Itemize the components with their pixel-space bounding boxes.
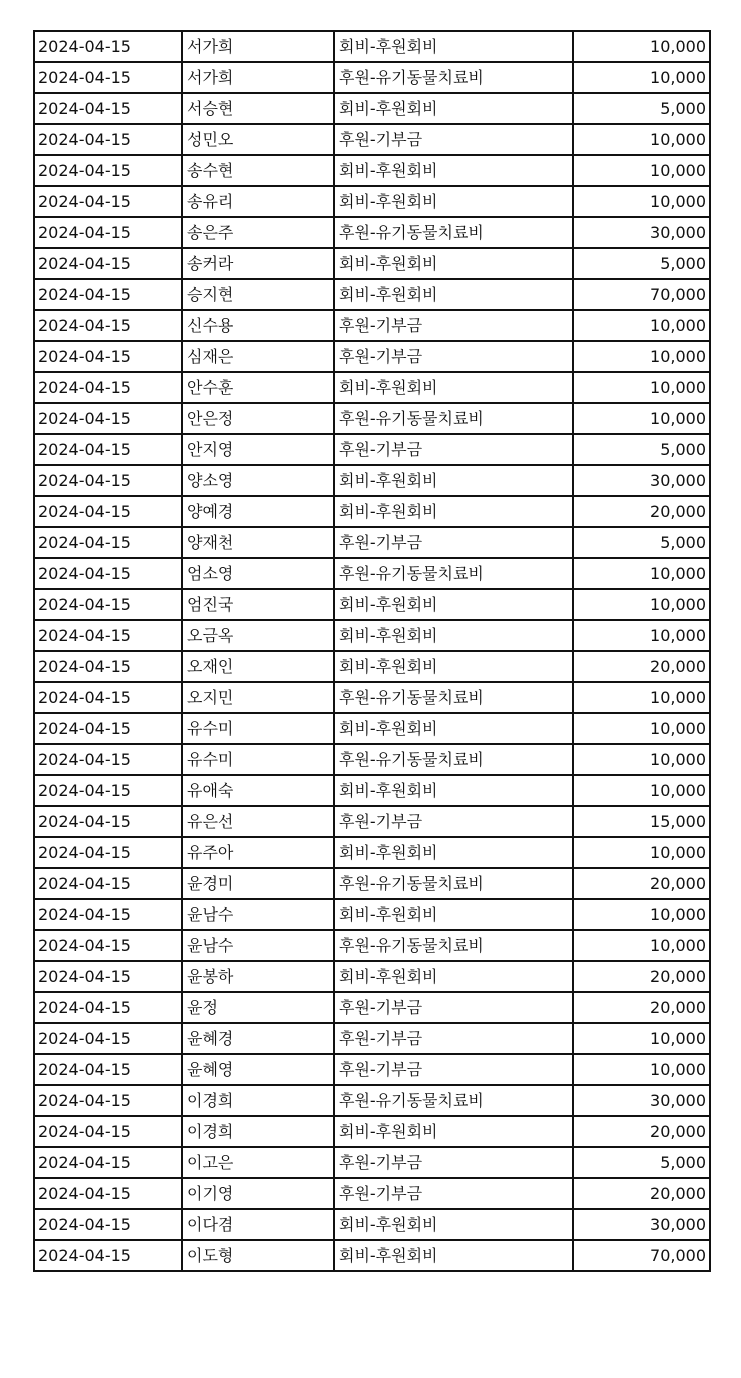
date-cell: 2024-04-15 (34, 1085, 182, 1116)
date-cell: 2024-04-15 (34, 899, 182, 930)
amount-cell: 10,000 (573, 682, 710, 713)
date-cell: 2024-04-15 (34, 961, 182, 992)
table-row (34, 62, 710, 93)
table-row (34, 620, 710, 651)
table-row (34, 155, 710, 186)
date-cell: 2024-04-15 (34, 465, 182, 496)
amount-cell: 70,000 (573, 1240, 710, 1271)
date-cell: 2024-04-15 (34, 1209, 182, 1240)
table-row (34, 899, 710, 930)
name-cell: 승지현 (182, 279, 334, 310)
amount-cell: 20,000 (573, 992, 710, 1023)
category-cell: 후원-유기동물치료비 (334, 217, 573, 248)
date-cell: 2024-04-15 (34, 155, 182, 186)
category-cell: 회비-후원회비 (334, 1240, 573, 1271)
table-row (34, 961, 710, 992)
name-cell: 신수용 (182, 310, 334, 341)
table-row (34, 124, 710, 155)
table-row (34, 1178, 710, 1209)
name-cell: 윤봉하 (182, 961, 334, 992)
amount-cell: 10,000 (573, 775, 710, 806)
category-cell: 회비-후원회비 (334, 713, 573, 744)
name-cell: 성민오 (182, 124, 334, 155)
name-cell: 양재천 (182, 527, 334, 558)
table-row (34, 279, 710, 310)
amount-cell: 10,000 (573, 155, 710, 186)
category-cell: 회비-후원회비 (334, 1209, 573, 1240)
name-cell: 이경희 (182, 1085, 334, 1116)
date-cell: 2024-04-15 (34, 279, 182, 310)
date-cell: 2024-04-15 (34, 930, 182, 961)
category-cell: 회비-후원회비 (334, 651, 573, 682)
table-row (34, 930, 710, 961)
name-cell: 윤경미 (182, 868, 334, 899)
amount-cell: 30,000 (573, 217, 710, 248)
donation-ledger-table (33, 30, 711, 1272)
amount-cell: 10,000 (573, 620, 710, 651)
date-cell: 2024-04-15 (34, 744, 182, 775)
category-cell: 후원-기부금 (334, 124, 573, 155)
date-cell: 2024-04-15 (34, 775, 182, 806)
category-cell: 회비-후원회비 (334, 837, 573, 868)
date-cell: 2024-04-15 (34, 341, 182, 372)
category-cell: 후원-유기동물치료비 (334, 1085, 573, 1116)
table-row (34, 186, 710, 217)
date-cell: 2024-04-15 (34, 620, 182, 651)
category-cell: 회비-후원회비 (334, 93, 573, 124)
name-cell: 송은주 (182, 217, 334, 248)
date-cell: 2024-04-15 (34, 837, 182, 868)
name-cell: 서가희 (182, 62, 334, 93)
date-cell: 2024-04-15 (34, 217, 182, 248)
table-row (34, 310, 710, 341)
table-row (34, 372, 710, 403)
table-row (34, 31, 710, 62)
ledger-body (34, 31, 710, 1271)
date-cell: 2024-04-15 (34, 992, 182, 1023)
table-row (34, 434, 710, 465)
table-row (34, 496, 710, 527)
amount-cell: 10,000 (573, 62, 710, 93)
name-cell: 유수미 (182, 744, 334, 775)
amount-cell: 10,000 (573, 589, 710, 620)
name-cell: 엄진국 (182, 589, 334, 620)
table-row (34, 806, 710, 837)
date-cell: 2024-04-15 (34, 186, 182, 217)
date-cell: 2024-04-15 (34, 62, 182, 93)
category-cell: 후원-유기동물치료비 (334, 403, 573, 434)
table-row (34, 1023, 710, 1054)
category-cell: 후원-유기동물치료비 (334, 558, 573, 589)
table-row (34, 992, 710, 1023)
table-row (34, 775, 710, 806)
category-cell: 후원-기부금 (334, 341, 573, 372)
table-row (34, 1240, 710, 1271)
category-cell: 회비-후원회비 (334, 465, 573, 496)
category-cell: 후원-유기동물치료비 (334, 682, 573, 713)
date-cell: 2024-04-15 (34, 1023, 182, 1054)
date-cell: 2024-04-15 (34, 1116, 182, 1147)
name-cell: 안수훈 (182, 372, 334, 403)
category-cell: 회비-후원회비 (334, 155, 573, 186)
category-cell: 회비-후원회비 (334, 279, 573, 310)
category-cell: 후원-기부금 (334, 1054, 573, 1085)
category-cell: 회비-후원회비 (334, 775, 573, 806)
table-row (34, 682, 710, 713)
category-cell: 회비-후원회비 (334, 496, 573, 527)
date-cell: 2024-04-15 (34, 806, 182, 837)
amount-cell: 10,000 (573, 186, 710, 217)
name-cell: 이고은 (182, 1147, 334, 1178)
category-cell: 회비-후원회비 (334, 31, 573, 62)
category-cell: 회비-후원회비 (334, 620, 573, 651)
table-row (34, 868, 710, 899)
amount-cell: 20,000 (573, 651, 710, 682)
amount-cell: 20,000 (573, 868, 710, 899)
category-cell: 후원-유기동물치료비 (334, 62, 573, 93)
amount-cell: 10,000 (573, 1023, 710, 1054)
name-cell: 윤혜경 (182, 1023, 334, 1054)
date-cell: 2024-04-15 (34, 682, 182, 713)
table-row (34, 837, 710, 868)
category-cell: 회비-후원회비 (334, 961, 573, 992)
name-cell: 윤남수 (182, 899, 334, 930)
amount-cell: 30,000 (573, 465, 710, 496)
name-cell: 유주아 (182, 837, 334, 868)
date-cell: 2024-04-15 (34, 868, 182, 899)
date-cell: 2024-04-15 (34, 372, 182, 403)
date-cell: 2024-04-15 (34, 558, 182, 589)
amount-cell: 5,000 (573, 527, 710, 558)
date-cell: 2024-04-15 (34, 527, 182, 558)
table-row (34, 1116, 710, 1147)
amount-cell: 10,000 (573, 744, 710, 775)
date-cell: 2024-04-15 (34, 1178, 182, 1209)
name-cell: 유은선 (182, 806, 334, 837)
amount-cell: 30,000 (573, 1209, 710, 1240)
category-cell: 후원-기부금 (334, 806, 573, 837)
name-cell: 이다겸 (182, 1209, 334, 1240)
category-cell: 후원-기부금 (334, 1178, 573, 1209)
date-cell: 2024-04-15 (34, 1147, 182, 1178)
date-cell: 2024-04-15 (34, 310, 182, 341)
date-cell: 2024-04-15 (34, 93, 182, 124)
name-cell: 송유리 (182, 186, 334, 217)
amount-cell: 10,000 (573, 558, 710, 589)
name-cell: 오지민 (182, 682, 334, 713)
amount-cell: 10,000 (573, 930, 710, 961)
amount-cell: 10,000 (573, 1054, 710, 1085)
name-cell: 안지영 (182, 434, 334, 465)
date-cell: 2024-04-15 (34, 248, 182, 279)
date-cell: 2024-04-15 (34, 124, 182, 155)
name-cell: 유수미 (182, 713, 334, 744)
name-cell: 양예경 (182, 496, 334, 527)
name-cell: 심재은 (182, 341, 334, 372)
date-cell: 2024-04-15 (34, 31, 182, 62)
table-row (34, 1147, 710, 1178)
table-row (34, 1054, 710, 1085)
amount-cell: 10,000 (573, 403, 710, 434)
amount-cell: 5,000 (573, 434, 710, 465)
amount-cell: 10,000 (573, 899, 710, 930)
amount-cell: 20,000 (573, 961, 710, 992)
date-cell: 2024-04-15 (34, 403, 182, 434)
name-cell: 윤남수 (182, 930, 334, 961)
table-row (34, 1085, 710, 1116)
table-row (34, 589, 710, 620)
amount-cell: 10,000 (573, 310, 710, 341)
category-cell: 후원-기부금 (334, 992, 573, 1023)
name-cell: 이기영 (182, 1178, 334, 1209)
name-cell: 이경희 (182, 1116, 334, 1147)
category-cell: 후원-기부금 (334, 1023, 573, 1054)
category-cell: 후원-유기동물치료비 (334, 744, 573, 775)
table-row (34, 341, 710, 372)
category-cell: 회비-후원회비 (334, 372, 573, 403)
name-cell: 송커라 (182, 248, 334, 279)
name-cell: 안은정 (182, 403, 334, 434)
name-cell: 엄소영 (182, 558, 334, 589)
category-cell: 회비-후원회비 (334, 248, 573, 279)
amount-cell: 20,000 (573, 496, 710, 527)
category-cell: 후원-기부금 (334, 434, 573, 465)
date-cell: 2024-04-15 (34, 589, 182, 620)
category-cell: 후원-기부금 (334, 1147, 573, 1178)
table-row (34, 248, 710, 279)
table-row (34, 527, 710, 558)
date-cell: 2024-04-15 (34, 1240, 182, 1271)
amount-cell: 10,000 (573, 341, 710, 372)
name-cell: 오금옥 (182, 620, 334, 651)
category-cell: 회비-후원회비 (334, 589, 573, 620)
category-cell: 후원-기부금 (334, 310, 573, 341)
date-cell: 2024-04-15 (34, 434, 182, 465)
table-row (34, 465, 710, 496)
amount-cell: 10,000 (573, 713, 710, 744)
table-row (34, 558, 710, 589)
name-cell: 오재인 (182, 651, 334, 682)
amount-cell: 5,000 (573, 1147, 710, 1178)
category-cell: 후원-유기동물치료비 (334, 930, 573, 961)
amount-cell: 10,000 (573, 372, 710, 403)
amount-cell: 70,000 (573, 279, 710, 310)
date-cell: 2024-04-15 (34, 496, 182, 527)
table-row (34, 217, 710, 248)
name-cell: 유애숙 (182, 775, 334, 806)
table-row (34, 744, 710, 775)
name-cell: 서승현 (182, 93, 334, 124)
date-cell: 2024-04-15 (34, 713, 182, 744)
table-row (34, 651, 710, 682)
category-cell: 후원-유기동물치료비 (334, 868, 573, 899)
table-row (34, 713, 710, 744)
amount-cell: 5,000 (573, 248, 710, 279)
name-cell: 양소영 (182, 465, 334, 496)
amount-cell: 20,000 (573, 1178, 710, 1209)
name-cell: 이도형 (182, 1240, 334, 1271)
name-cell: 윤혜영 (182, 1054, 334, 1085)
amount-cell: 15,000 (573, 806, 710, 837)
category-cell: 회비-후원회비 (334, 899, 573, 930)
table-row (34, 1209, 710, 1240)
name-cell: 윤정 (182, 992, 334, 1023)
amount-cell: 10,000 (573, 124, 710, 155)
amount-cell: 5,000 (573, 93, 710, 124)
name-cell: 송수현 (182, 155, 334, 186)
table-row (34, 93, 710, 124)
amount-cell: 30,000 (573, 1085, 710, 1116)
amount-cell: 10,000 (573, 837, 710, 868)
date-cell: 2024-04-15 (34, 1054, 182, 1085)
table-row (34, 403, 710, 434)
name-cell: 서가희 (182, 31, 334, 62)
date-cell: 2024-04-15 (34, 651, 182, 682)
category-cell: 회비-후원회비 (334, 1116, 573, 1147)
amount-cell: 20,000 (573, 1116, 710, 1147)
category-cell: 회비-후원회비 (334, 186, 573, 217)
category-cell: 후원-기부금 (334, 527, 573, 558)
amount-cell: 10,000 (573, 31, 710, 62)
